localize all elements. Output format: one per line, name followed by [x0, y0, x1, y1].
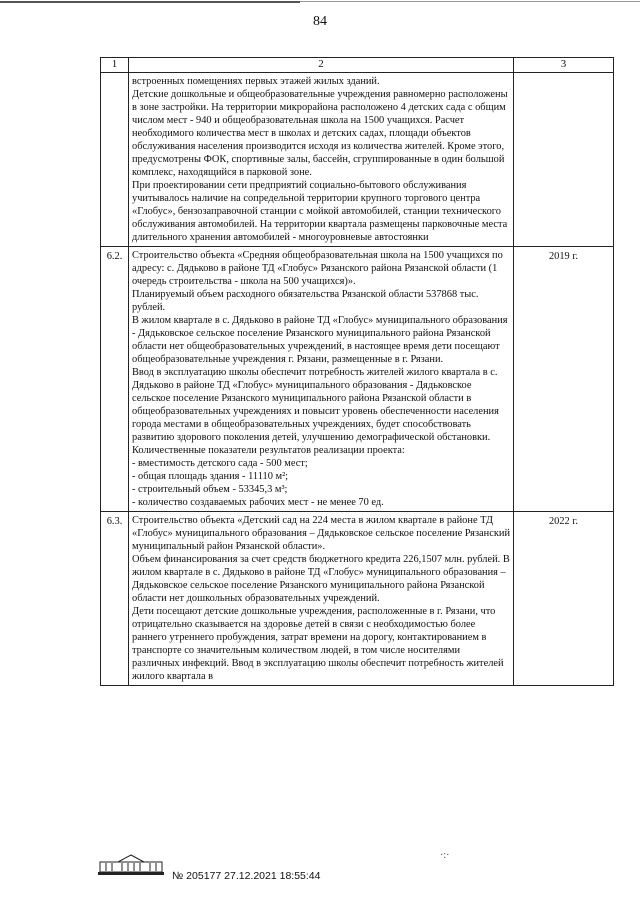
row-year-cell: 2022 г.	[514, 512, 614, 686]
table-row	[101, 247, 614, 512]
row-text-cell	[129, 512, 514, 686]
row-number-cell	[101, 73, 129, 247]
text-paragraph: Строительство объекта «Средняя общеобразовательная школа на 1500 учащихся по адресу: с. Дядьково в районе ТД «Глобус» Рязанского района Рязанской области (1 очередь строительства - школа на 500 учащихся)».	[132, 250, 503, 287]
table-header-row	[101, 58, 614, 73]
document-registration-info: № 205177 27.12.2021 18:55:44	[172, 870, 321, 882]
header-cell-2: 2	[129, 58, 514, 73]
text-paragraph: В жилом квартале в с. Дядьково в районе ТД «Глобус» муниципального образования - Дядьковское сельское поселение Рязанского муниципального района Рязанской области нет общеобразовательных учреждений, в настоящее время дети посещают общеобразовательные учреждения г. Рязани, размещенные в г. Рязани.	[132, 315, 508, 365]
row-year-cell	[514, 73, 614, 247]
header-cell-3: 3	[514, 58, 614, 73]
table-row	[101, 73, 614, 247]
row-text-cell	[129, 73, 514, 247]
text-paragraph: - вместимость детского сада - 500 мест;	[132, 458, 308, 469]
text-paragraph: Дети посещают детские дошкольные учреждения, расположенные в г. Рязани, что отрицательно сказывается на здоровье детей в связи с необходимостью более раннего утреннего пробуждения, затрат времени на дорогу, контактированием в транспорте со значительным количеством людей, в том числе носителями различных инфекций. Ввод в эксплуатацию школы обеспечит потребность жителей жилого квартала в	[132, 606, 504, 682]
row-number-cell: 6.2.	[101, 247, 129, 512]
text-paragraph: Строительство объекта «Детский сад на 224 места в жилом квартале в районе ТД «Глобус» муниципального образования – Дядьковское сельское поселение Рязанский муниципальный район Рязанской области».	[132, 515, 511, 552]
text-paragraph: Количественные показатели результатов реализации проекта:	[132, 445, 405, 456]
page-number: 84	[313, 14, 327, 29]
text-paragraph: - общая площадь здания - 11110 м²;	[132, 471, 289, 482]
text-paragraph: При проектировании сети предприятий социально-бытового обслуживания учитывалось наличие на сопредельной территории крупного торгового центра «Глобус», бензозаправочной станции с мойкой автомобилей, станции технического обслуживания автомобилей. На территории квартала размещены парковочные места длительного хранения автомобилей - многоуровневые автостоянки	[132, 180, 508, 243]
row-year-cell: 2019 г.	[514, 247, 614, 512]
row-text-cell	[129, 247, 514, 512]
text-paragraph: - количество создаваемых рабочих мест - не менее 70 ед.	[132, 497, 384, 508]
page-footer	[0, 840, 640, 900]
text-paragraph: Планируемый объем расходного обязательства Рязанской области 537868 тыс. рублей.	[132, 289, 479, 313]
text-paragraph: Детские дошкольные и общеобразовательные учреждения равномерно расположены в зоне застройки. На территории микрорайона расположено 4 детских сада с общим числом мест - 940 и общеобразовательная школа на 1500 учащихся. Расчет необходимого количества мест в школах и детских садах, площади объектов обслуживания населения производится исходя из количества жителей. Кроме этого, предусмотрены ФОК, спортивные залы, бассейн, сгруппированные в один большой комплекс, находящийся в парковой зоне.	[132, 89, 508, 178]
government-building-logo	[98, 854, 164, 876]
content-table	[100, 57, 614, 686]
text-paragraph: Объем финансирования за счет средств бюджетного кредита 226,1507 млн. рублей. В жилом квартале в с. Дядьково в районе ТД «Глобус» муниципального образования – Дядьковское сельское поселение Рязанского муниципального района Рязанской области нет дошкольных образовательных учреждений.	[132, 554, 510, 604]
row-number-cell: 6.3.	[101, 512, 129, 686]
text-paragraph: встроенных помещениях первых этажей жилых зданий.	[132, 76, 380, 87]
header-cell-1: 1	[101, 58, 129, 73]
table-row	[101, 512, 614, 686]
top-scan-line	[0, 0, 640, 6]
text-paragraph: Ввод в эксплуатацию школы обеспечит потребность жителей жилого квартала в с. Дядьково в районе ТД «Глобус» муниципального образования - Дядьковское сельское поселение Рязанского муниципального района Рязанской области в общеобразовательных учреждениях и повысит уровень обеспеченности населения города местами в общеобразовательных учреждениях, будет способствовать развитию здорового поколения детей, улучшению демографической обстановки.	[132, 367, 499, 443]
text-paragraph: - строительный объем - 53345,3 м³;	[132, 484, 288, 495]
scan-mark: ·:·	[440, 850, 450, 861]
